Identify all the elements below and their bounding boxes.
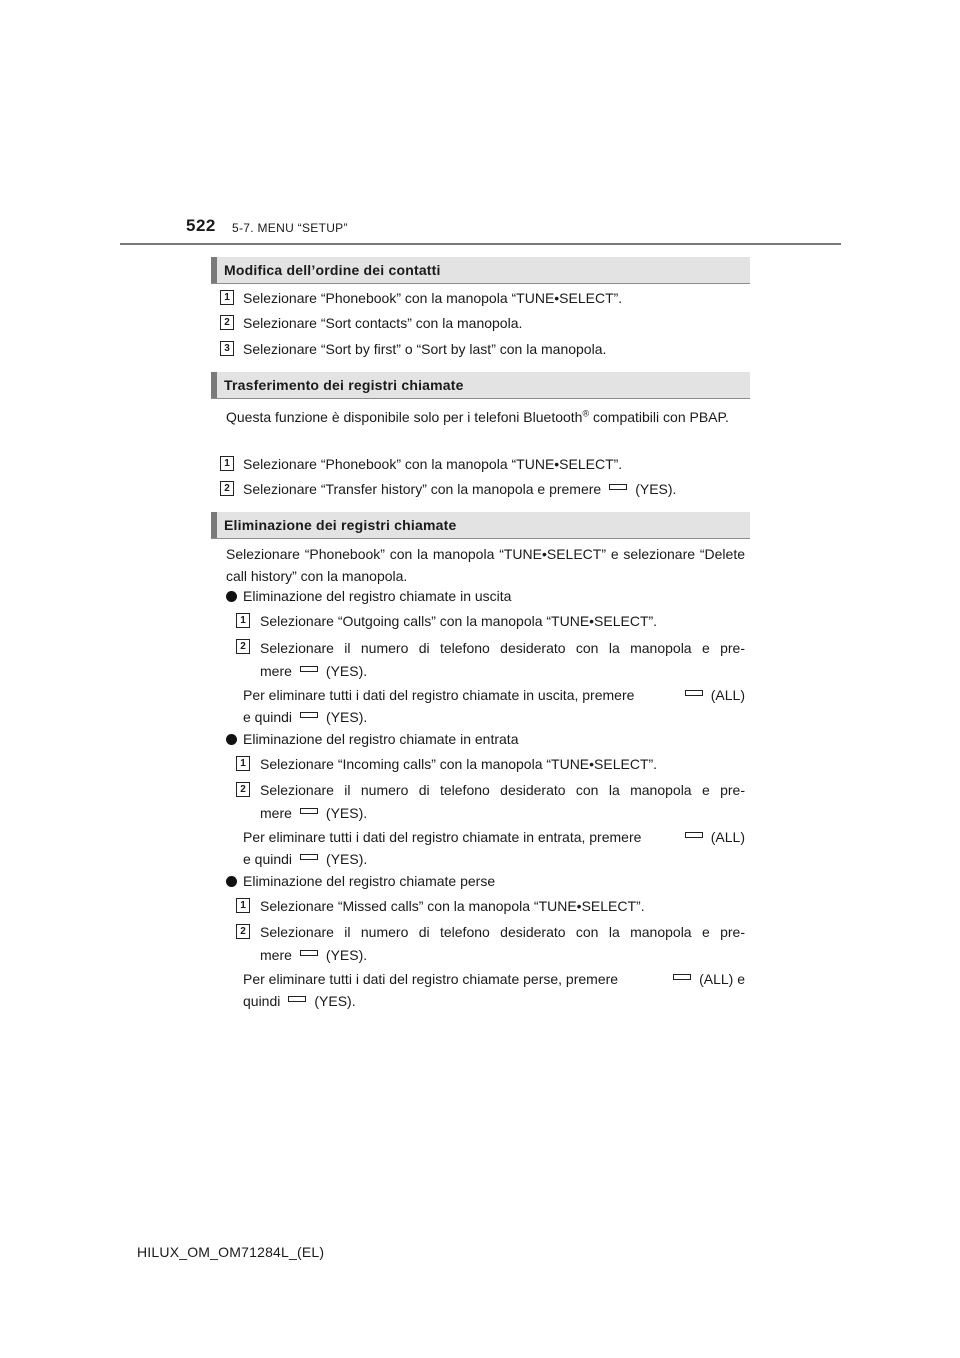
note-text: (ALL): [710, 687, 745, 703]
step-text-part: mere: [260, 947, 292, 963]
note-text: Per eliminare tutti i dati del registro chiamate in uscita, premere: [243, 687, 635, 703]
bullet-heading: Eliminazione del registro chiamate perse: [243, 873, 496, 889]
step-text: [260, 801, 367, 825]
step-number-badge: 1: [236, 613, 250, 628]
step-text-part: (YES).: [325, 805, 368, 821]
note-text: quindi: [243, 993, 281, 1009]
section-accent: [211, 372, 217, 398]
step-number-badge: 3: [220, 341, 234, 356]
step-number-badge: 1: [236, 898, 250, 913]
step-text: [260, 943, 367, 967]
button-icon: [300, 712, 318, 718]
step-number-badge: 2: [220, 481, 234, 496]
note-text: (ALL): [710, 829, 745, 845]
step-text: Selezionare “Outgoing calls” con la manopola “TUNE•SELECT”.: [260, 613, 658, 629]
button-icon: [300, 854, 318, 860]
step-text: [260, 659, 367, 683]
note-text-part: [677, 825, 745, 849]
button-icon: [300, 666, 318, 672]
button-icon: [288, 996, 306, 1002]
note-text: Per eliminare tutti i dati del registro chiamate perse, premere: [243, 971, 619, 987]
note-line: [243, 847, 367, 871]
note-line: [243, 705, 367, 729]
step-number-badge: 1: [236, 756, 250, 771]
bullet-icon: [226, 591, 237, 602]
section-header-transfer-history: [211, 372, 750, 399]
transfer-intro: [226, 406, 745, 428]
intro-text: Questa funzione è disponibile solo per i telefoni Bluetooth: [226, 409, 583, 425]
step-text-part: Selezionare “Transfer history” con la manopola e premere: [243, 481, 602, 497]
step-number-badge: 1: [220, 456, 234, 471]
bullet-heading: Eliminazione del registro chiamate in uscita: [243, 588, 512, 604]
note-line: [243, 989, 356, 1013]
note-line: [243, 825, 745, 849]
section-accent: [211, 512, 217, 538]
note-text: (YES).: [314, 993, 356, 1009]
note-text: e quindi: [243, 709, 293, 725]
note-text: Per eliminare tutti i dati del registro chiamate in entrata, premere: [243, 829, 642, 845]
delete-intro: Selezionare “Phonebook” con la manopola “TUNE•SELECT” e selezionare “Delete call history” con la manopola.: [226, 546, 745, 584]
document-code: HILUX_OM_OM71284L_(EL): [137, 1244, 325, 1260]
note-text: (YES).: [326, 709, 368, 725]
step-number-badge: 2: [236, 639, 250, 654]
step-text: Selezionare “Sort contacts” con la manopola.: [243, 315, 523, 331]
section-title: Eliminazione dei registri chiamate: [224, 517, 457, 533]
note-text-part: [677, 683, 745, 707]
button-icon: [673, 974, 691, 980]
step-text: Selezionare “Sort by first” o “Sort by last” con la manopola.: [243, 341, 607, 357]
button-icon: [300, 808, 318, 814]
registered-mark: ®: [582, 408, 590, 419]
step-text: Selezionare il numero di telefono desiderato con la manopola e pre-: [260, 782, 745, 798]
button-icon: [609, 484, 627, 490]
button-icon: [300, 950, 318, 956]
step-text: Selezionare il numero di telefono desiderato con la manopola e pre-: [260, 640, 745, 656]
step-text: Selezionare il numero di telefono desiderato con la manopola e pre-: [260, 924, 745, 940]
note-text: (ALL) e: [699, 971, 745, 987]
header-divider: [120, 243, 841, 245]
button-icon: [685, 832, 703, 838]
section-header-delete-history: [211, 512, 750, 539]
note-text: e quindi: [243, 851, 293, 867]
section-header-contact-order: [211, 257, 750, 284]
chapter-title: 5-7. MENU “SETUP”: [232, 221, 348, 235]
step-number-badge: 2: [236, 924, 250, 939]
step-text-part: mere: [260, 805, 292, 821]
bullet-icon: [226, 734, 237, 745]
note-text-part: [665, 967, 745, 991]
step-text-part: (YES).: [325, 663, 368, 679]
step-text-part: (YES).: [325, 947, 368, 963]
step-text-part: mere: [260, 663, 292, 679]
bullet-heading: Eliminazione del registro chiamate in entrata: [243, 731, 519, 747]
intro-text-continued: compatibili con PBAP.: [589, 409, 729, 425]
section-title: Trasferimento dei registri chiamate: [224, 377, 464, 393]
step-text: Selezionare “Missed calls” con la manopola “TUNE•SELECT”.: [260, 898, 645, 914]
step-text: Selezionare “Incoming calls” con la manopola “TUNE•SELECT”.: [260, 756, 658, 772]
section-accent: [211, 257, 217, 283]
note-line: [243, 967, 745, 991]
step-text: Selezionare “Phonebook” con la manopola “TUNE•SELECT”.: [243, 290, 623, 306]
step-number-badge: 2: [236, 782, 250, 797]
bullet-icon: [226, 876, 237, 887]
button-icon: [685, 690, 703, 696]
step-text: [243, 477, 676, 501]
step-number-badge: 2: [220, 315, 234, 330]
step-number-badge: 1: [220, 290, 234, 305]
section-title: Modifica dell’ordine dei contatti: [224, 262, 441, 278]
note-line: [243, 683, 745, 707]
step-text: Selezionare “Phonebook” con la manopola “TUNE•SELECT”.: [243, 456, 623, 472]
step-text-part: (YES).: [635, 481, 677, 497]
page-number: 522: [186, 216, 216, 235]
note-text: (YES).: [326, 851, 368, 867]
